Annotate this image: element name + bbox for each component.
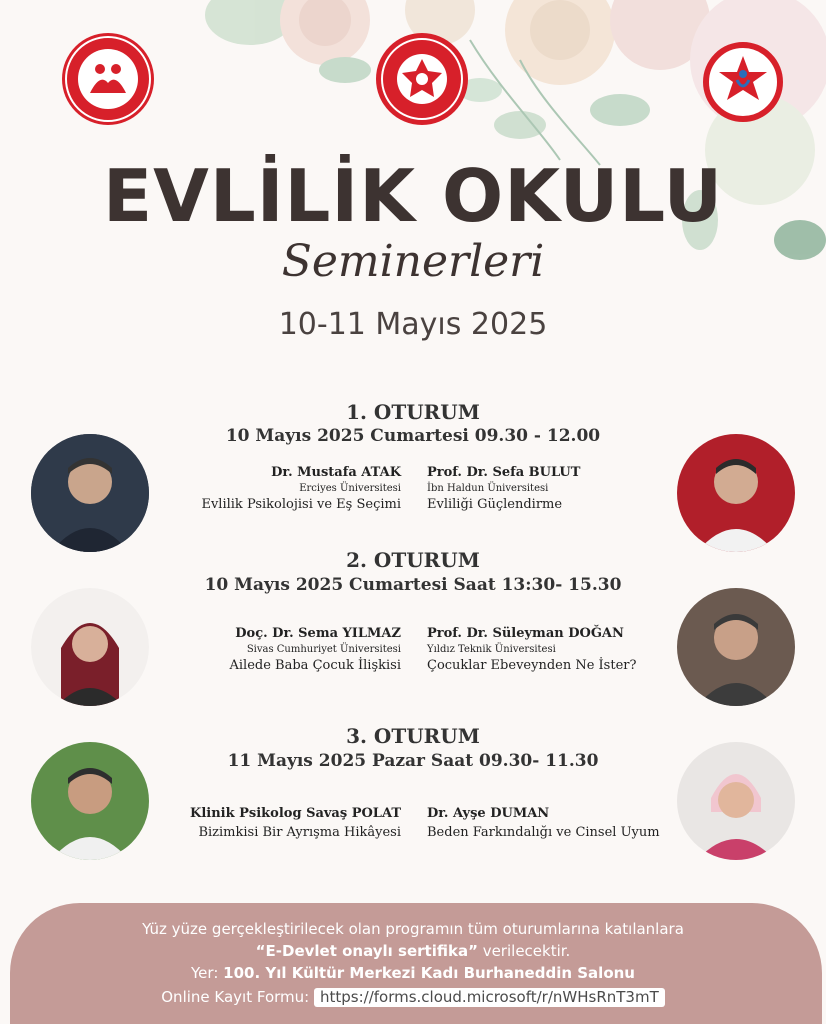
speaker-photo-polat bbox=[31, 742, 149, 860]
speaker-name: Prof. Dr. Süleyman DOĞAN bbox=[427, 626, 624, 641]
university-logo bbox=[376, 33, 468, 125]
session-1-date: 10 Mayıs 2025 Cumartesi 09.30 - 12.00 bbox=[225, 426, 601, 446]
speaker-name: Prof. Dr. Sefa BULUT bbox=[427, 465, 581, 480]
speaker-photo-yilmaz bbox=[31, 588, 149, 706]
registration-form-link[interactable]: https://forms.cloud.microsoft/r/nWHsRnT3mT bbox=[314, 988, 665, 1007]
speaker-name: Klinik Psikolog Savaş POLAT bbox=[190, 806, 401, 821]
speaker-1-right bbox=[427, 464, 580, 515]
counseling-center-logo-icon bbox=[709, 48, 777, 116]
speaker-topic: Beden Farkındalığı ve Cinsel Uyum bbox=[427, 825, 660, 840]
footer-line-1: Yüz yüze gerçekleştirilecek olan programın tüm oturumlarına katılanlara bbox=[142, 920, 684, 938]
speaker-photo-dogan bbox=[677, 588, 795, 706]
speaker-2-left bbox=[230, 625, 401, 676]
university-seal-icon bbox=[376, 33, 468, 125]
family-logo-icon bbox=[62, 33, 154, 125]
session-2-title: 2. OTURUM bbox=[346, 548, 480, 572]
page-subtitle: Seminerleri bbox=[281, 236, 545, 287]
speaker-2-right bbox=[427, 625, 636, 676]
speaker-name: Dr. Ayşe DUMAN bbox=[427, 806, 550, 821]
speaker-3-left bbox=[190, 805, 401, 843]
footer-venue bbox=[0, 966, 826, 981]
footer-form bbox=[0, 988, 826, 1007]
speaker-topic: Bizimkisi Bir Ayrışma Hikâyesi bbox=[198, 825, 401, 840]
speaker-name: Doç. Dr. Sema YILMAZ bbox=[235, 626, 401, 641]
speaker-3-right bbox=[427, 805, 660, 843]
speaker-topic: Evlilik Psikolojisi ve Eş Seçimi bbox=[201, 497, 401, 512]
speaker-institution: Yıldız Teknik Üniversitesi bbox=[427, 644, 556, 655]
speaker-topic: Çocuklar Ebeveynden Ne İster? bbox=[427, 658, 637, 673]
page-title: EVLİLİK OKULU bbox=[102, 154, 724, 238]
session-1-title: 1. OTURUM bbox=[346, 400, 480, 424]
speaker-name: Dr. Mustafa ATAK bbox=[271, 465, 401, 480]
family-logo bbox=[62, 33, 154, 125]
counseling-center-logo bbox=[703, 42, 783, 122]
footer-line-2 bbox=[0, 944, 826, 959]
session-2-date: 10 Mayıs 2025 Cumartesi Saat 13:30- 15.30 bbox=[204, 575, 622, 595]
venue-text: 100. Yıl Kültür Merkezi Kadı Burhaneddin Salonu bbox=[223, 964, 635, 982]
venue-label: Yer: bbox=[191, 964, 224, 982]
speaker-topic: Evliliği Güçlendirme bbox=[427, 497, 563, 512]
speaker-institution: Sivas Cumhuriyet Üniversitesi bbox=[246, 644, 401, 655]
session-3-title: 3. OTURUM bbox=[346, 724, 480, 748]
speaker-1-left bbox=[201, 464, 401, 515]
speaker-institution: İbn Haldun Üniversitesi bbox=[427, 483, 549, 494]
speaker-institution: Erciyes Üniversitesi bbox=[299, 483, 401, 494]
speaker-topic: Ailede Baba Çocuk İlişkisi bbox=[229, 658, 401, 673]
session-3-date: 11 Mayıs 2025 Pazar Saat 09.30- 11.30 bbox=[227, 751, 599, 771]
event-dates: 10-11 Mayıs 2025 bbox=[278, 307, 548, 342]
form-label: Online Kayıt Formu: bbox=[161, 988, 314, 1006]
speaker-photo-bulut bbox=[677, 434, 795, 552]
footer-line-2-rest: verilecektir. bbox=[477, 942, 571, 960]
speaker-photo-atak bbox=[31, 434, 149, 552]
certificate-text: “E-Devlet onaylı sertifika” bbox=[255, 942, 478, 960]
speaker-photo-duman bbox=[677, 742, 795, 860]
